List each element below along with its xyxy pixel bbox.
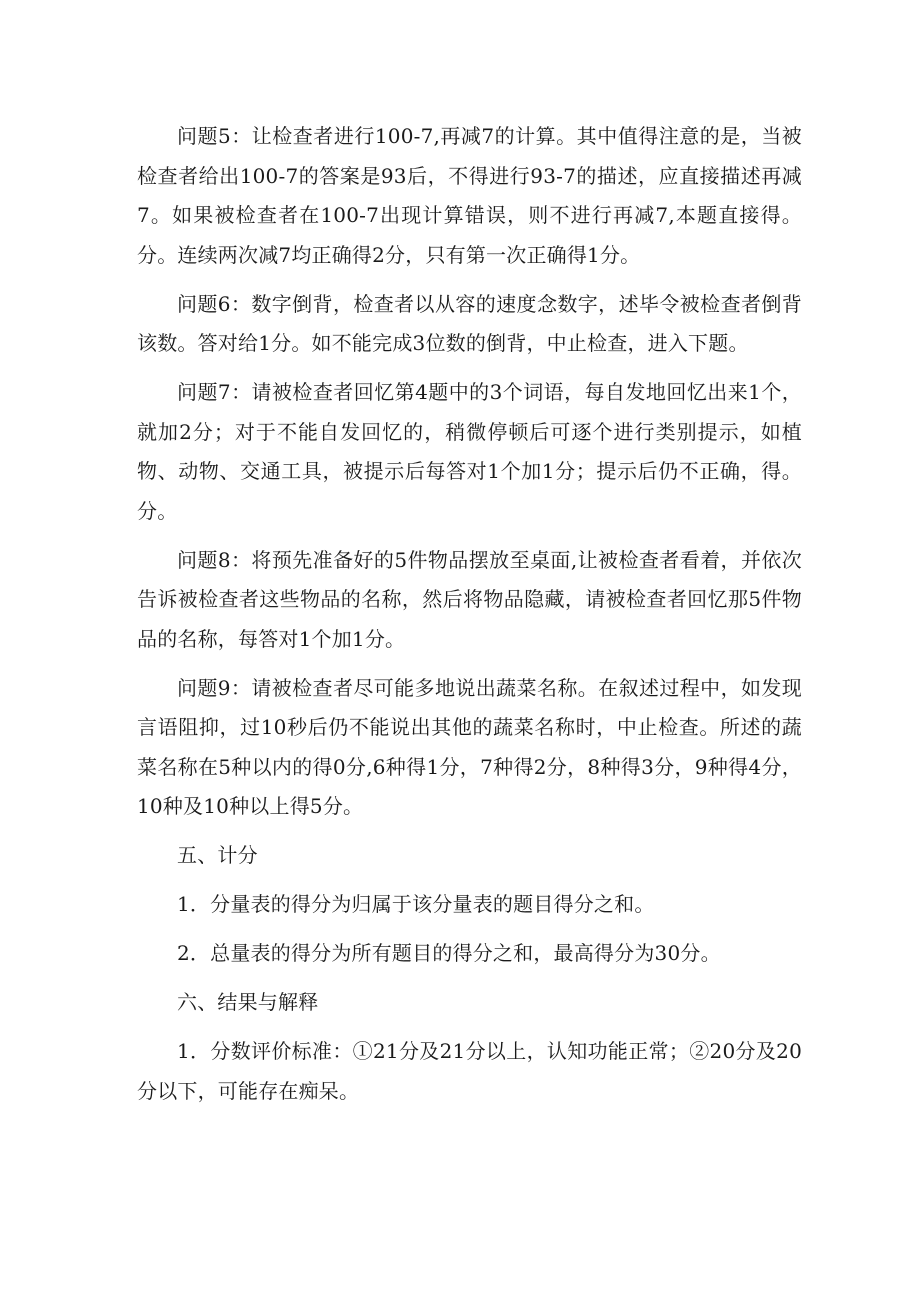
scoring-item-1: 1．分量表的得分为归属于该分量表的题目得分之和。 — [177, 892, 655, 916]
scoring-item-2: 2．总量表的得分为所有题目的得分之和，最高得分为30分。 — [177, 941, 721, 965]
paragraph-question-5: 问题5：让检查者进行100-7,再减7的计算。其中值得注意的是，当被检查者给出100-7的答案是93后，不得进行93-7的描述，应直接描述再减7。如果被检查者在100-7出现计算错误，则不进行再减7,本题直接得。分。连续两次减7均正确得2分，只有第一次正确得1分。 — [137, 124, 802, 267]
paragraph-question-7: 问题7：请被检查者回忆第4题中的3个词语，每自发地回忆出来1个，就加2分；对于不能自发回忆的，稍微停顿后可逐个进行类别提示，如植物、动物、交通工具，被提示后每答对1个加1分；提示后仍不正确，得。分。 — [137, 380, 802, 523]
results-item-1: 1．分数评价标准：①21分及21分以上，认知功能正常；②20分及20分以下，可能存在痴呆。 — [137, 1039, 802, 1103]
section-heading-results: 六、结果与解释 — [177, 990, 319, 1014]
paragraph-question-6: 问题6：数字倒背，检查者以从容的速度念数字，述毕令被检查者倒背该数。答对给1分。如不能完成3位数的倒背，中止检查，进入下题。 — [137, 291, 802, 355]
paragraph-question-8: 问题8：将预先准备好的5件物品摆放至桌面,让被检查者看着，并依次告诉被检查者这些物品的名称，然后将物品隐藏，请被检查者回忆那5件物品的名称，每答对1个加1分。 — [137, 547, 802, 651]
document-body — [137, 117, 802, 1121]
paragraph-question-9: 问题9：请被检查者尽可能多地说出蔬菜名称。在叙述过程中，如发现言语阻抑，过10秒后仍不能说出其他的蔬菜名称时，中止检查。所述的蔬菜名称在5种以内的得0分,6种得1分，7种得2分，8种得3分，9种得4分，10种及10种以上得5分。 — [137, 675, 802, 818]
section-heading-scoring: 五、计分 — [177, 843, 258, 867]
